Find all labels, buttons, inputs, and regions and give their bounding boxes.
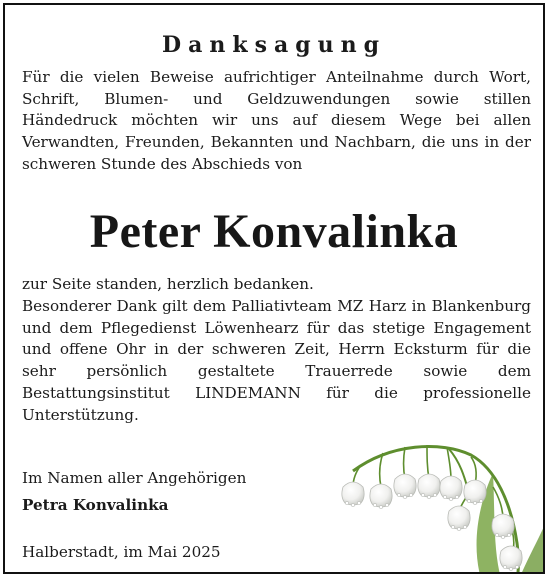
- on-behalf-line: Im Namen aller Angehörigen: [22, 469, 247, 487]
- place-date: Halberstadt, im Mai 2025: [22, 543, 221, 561]
- notice-frame: [3, 3, 545, 574]
- after-name-text: zur Seite standen, herzlich bedanken.: [22, 275, 314, 293]
- intro-paragraph: Für die vielen Beweise aufrichtiger Anteilnahme durch Wort, Schrift, Blumen- und Geldzuwendungen sowie stillen Händedruck möchten wir uns auf diesem Wege bei allen Verwandten, Freunden, Bekannten und Nachbarn, die uns in der schweren Stunde des Abschieds von: [22, 68, 531, 173]
- signer-name: Petra Konvalinka: [22, 496, 169, 514]
- notice-heading: Danksagung: [162, 32, 386, 58]
- lily-of-the-valley-icon: [331, 433, 545, 574]
- special-thanks-paragraph: Besonderer Dank gilt dem Palliativteam MZ Harz in Blankenburg und dem Pflegedienst Löwenhearz für das stetige Engagement und offene Ohr in der schweren Zeit, Herrn Ecksturm für die sehr persönlich gestaltete Trauerrede sowie dem Bestattungsinstitut LINDEMANN für die professionelle Unterstützung.: [22, 297, 531, 424]
- deceased-name: Peter Konvalinka: [89, 205, 459, 258]
